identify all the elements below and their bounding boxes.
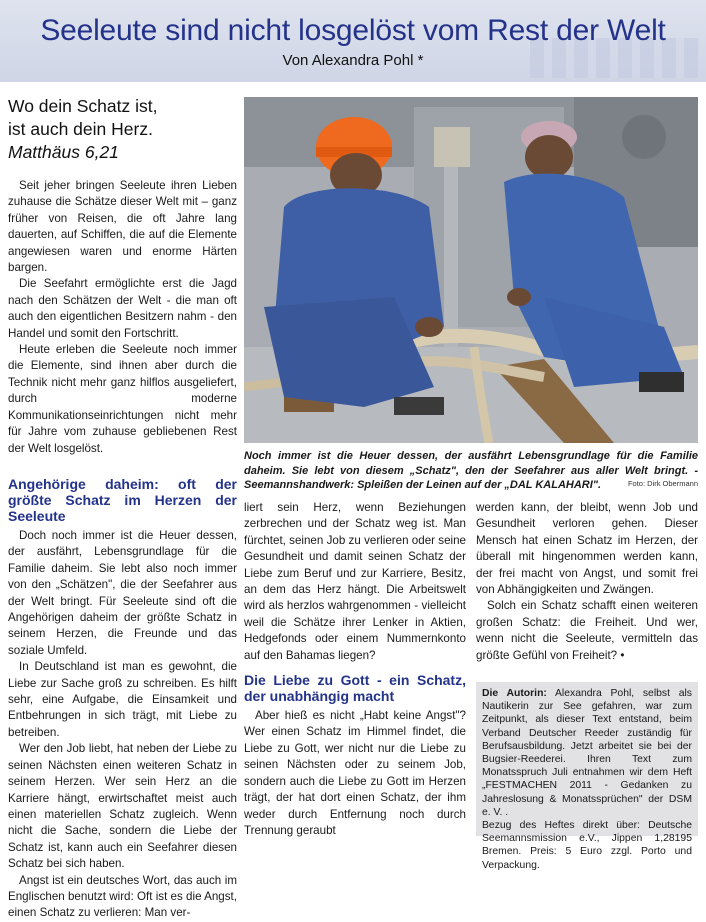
paragraph: Seit jeher bringen Seeleute ihren Lieben zuhause die Schätze dieser Welt mit – ganz früher von Reisen, die oft Jahre lang dauerten, auf Schiffen, die auf die Elemente angewiesen waren und enorme Härten bargen.	[8, 179, 237, 275]
photo-caption: Noch immer ist die Heuer dessen, der ausfährt Lebensgrundlage für die Familie daheim. Sie lebt von diesem „Schatz", den der Seefahrer aus aller Welt bringt. - Seemannshandwerk: Spleißen der Leinen auf der „DAL KALAHARI".	[244, 450, 698, 491]
article-byline: Von Alexandra Pohl *	[282, 52, 424, 69]
quote-line-2: ist auch dein Herz.	[8, 119, 153, 139]
column-1-bottom	[8, 476, 237, 922]
paragraph: Angst ist ein deutsches Wort, das auch im Englischen benutzt wird: Oft ist es die Angst, einen Schatz zu verlieren: Man ver-	[8, 873, 237, 920]
author-label: Die Autorin:	[482, 688, 547, 699]
paragraph: Die Seefahrt ermöglichte erst die Jagd nach den Schätzen der Welt - die man oft auch den eigentlichen Besitzern nahm - den Handel und somit den Fortschritt.	[8, 277, 237, 340]
article-title: Seeleute sind nicht losgelöst vom Rest der Welt	[40, 14, 666, 47]
paragraph: In Deutschland ist man es gewohnt, die Liebe zur Sache groß zu schreiben. Es hilft sehr, eine Aufgabe, die Einsamkeit und Entbehrungen in sich trägt, mit Liebe zu betreiben.	[8, 660, 237, 739]
paragraph: liert sein Herz, wenn Beziehungen zerbrechen und der Schatz weg ist. Man fürchtet, seinen Job zu verlieren oder seine Gesundheit und damit seinen Schatz der Liebe zum Beruf und zur Karriere, Besitz, an dem das Herz hängt. Die Arbeitswelt wird als herzlos wahrgenommen - vielleicht weil die Schätze ihrer Lenker in Aktien, Hedgefonds oder einem Nummernkonto auf den Bahamas liegen?	[244, 501, 466, 662]
section-subheading: Angehörige daheim: oft der größte Schatz im Herzen der Seeleute	[8, 476, 237, 524]
paragraph: Heute erleben die Seeleute noch immer die Elemente, sind ihnen aber durch die Technik nicht mehr ganz hilflos ausgeliefert, durch moderne Kommunikationseinrichtungen nicht mehr für Jahre vom zuhause gebliebenen Rest der Welt losgelöst.	[8, 343, 237, 455]
paragraph: Solch ein Schatz schafft einen weiteren großen Schatz: die Freiheit. Und wer, wenn nicht die Seeleute, vermitteln das größte Gefühl von Freiheit? •	[476, 599, 698, 662]
column-2	[244, 500, 466, 839]
author-text: Alexandra Pohl, selbst als Nautikerin zur See gefahren, war zum Zeitpunkt, als dieser Text entstand, beim Verband Deutscher Reeder zuständig für Berufsausbildung. Jetzt arbeitet sie bei der Bugsier-Reederei. Ihren Text zum Monatsspruch Juli entnahmen wir dem Heft „FESTMACHEN 2011 - Gedanken zu Jahreslosung & Monatssprüchen" der DSM e. V. .	[482, 688, 692, 818]
section-subheading: Die Liebe zu Gott - ein Schatz, der unabhängig macht	[244, 672, 466, 705]
paragraph: werden kann, der bleibt, wenn Job und Gesundheit verloren gehen. Dieser Mensch hat einen Schatz im Herzen, der überall mit hingenommen werden kann, der frei macht von Angst, und somit frei von Abhängigkeiten und Zwängen.	[476, 501, 698, 597]
sailors-splicing-photo	[244, 97, 698, 443]
paragraph: Aber hieß es nicht „Habt keine Angst"? Wer einen Schatz im Himmel findet, die Liebe zu Gott, wer nicht nur die Liebe zu seinen Nächsten oder zu seinem Job, sondern auch die Liebe zu Gott im Herzen trägt, der hat dort einen Schatz, der ihm weder durch Entfernung noch durch Trennung geraubt	[244, 709, 466, 837]
article-photo	[244, 97, 698, 443]
column-3	[476, 500, 698, 664]
quote-line-1: Wo dein Schatz ist,	[8, 96, 158, 116]
bible-quote	[8, 95, 238, 164]
order-info: Bezug des Heftes direkt über: Deutsche Seemannsmission e.V., Jippen 1,28195 Bremen. Preis: 5 Euro zzgl. Porto und Verpackung.	[482, 820, 692, 871]
photo-credit: Foto: Dirk Obermann	[627, 479, 698, 488]
quote-reference: Matthäus 6,21	[8, 142, 119, 162]
column-1-top	[8, 178, 237, 457]
author-info-box	[476, 682, 698, 871]
author-bio	[482, 687, 692, 819]
paragraph: Wer den Job liebt, hat neben der Liebe zu seinen Nächsten einen weiteren Schatz in seinem Herzen. Wer sein Herz an die Karriere hängt, erwirtschaftet meist auch einen materiellen Schatz zugleich. Wenn nicht die Sache, sondern die Liebe der Schatz ist, kann auch ein Seefahrer diesen Schatz bei sich haben.	[8, 742, 237, 871]
paragraph: Doch noch immer ist die Heuer dessen, der ausfährt, Lebensgrundlage für die Familie daheim. Sie lebt also noch immer von den „Schätzen", die der Seefahrer aus der Welt bringt. Für Seeleute sind oft die Angehörigen daheim der größte Schatz in seinem Herzen, die Freunde und das soziale Umfeld.	[8, 529, 237, 657]
